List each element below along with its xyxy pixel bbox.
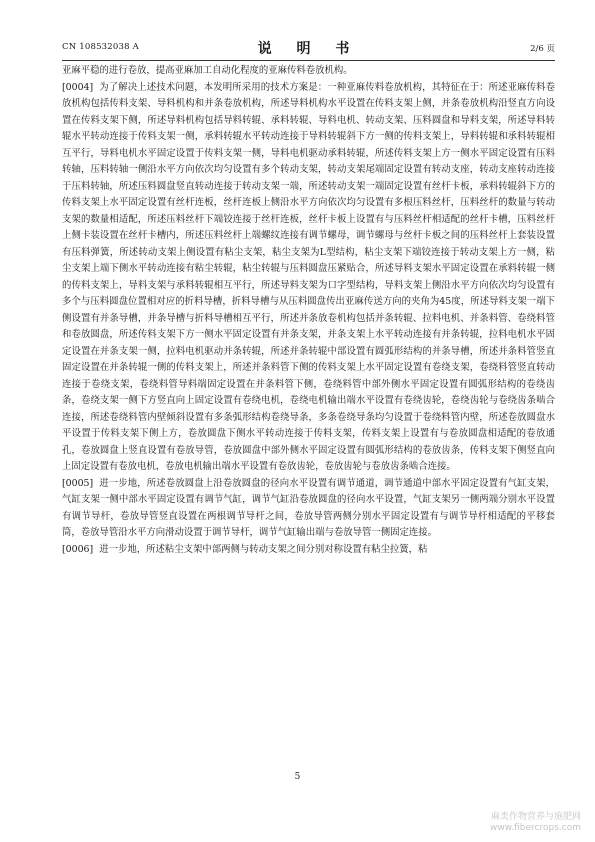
paragraph-0004 xyxy=(62,80,555,476)
patent-number: CN 108532038 A xyxy=(62,42,139,52)
paragraph-0003-continuation xyxy=(62,63,555,80)
watermark-name: 麻类作物营养与施肥网 xyxy=(490,812,581,822)
paragraph-number: [0006] xyxy=(62,543,94,555)
page-number: 5 xyxy=(294,772,301,782)
document-title: 说 明 书 xyxy=(257,41,360,57)
paragraph-text: 进一步地，所述卷放圆盘上沿卷放圆盘的径向水平设置有调节通道，调节通道中部水平固定设置有气缸支架，气缸支架一侧中部水平固定设置有调节气缸，调节气缸沿卷放圆盘的径向水平设置，气缸支架另一侧两端分别水平设置有调节导杆，卷放导管竖直设置在两根调节导杆之间，卷放导管两侧分别水平固定设置有与调节导杆相适配的平移套筒，卷放导管沿水平方向滑动设置于调节导杆，调节气缸输出端与卷放导管一侧固定连接。 xyxy=(62,477,555,538)
watermark-url: www.fibercrops.com xyxy=(490,823,581,833)
paragraph-number: [0005] xyxy=(62,477,94,489)
paragraph-number: [0004] xyxy=(62,81,94,93)
description-body xyxy=(62,63,555,558)
paragraph-text: 亚麻平稳的进行卷放，提高亚麻加工自动化程度的亚麻传料卷放机构。 xyxy=(62,65,353,76)
header-rule xyxy=(62,60,555,61)
paragraph-text: 为了解决上述技术问题，本发明所采用的技术方案是：一种亚麻传料卷放机构，其特征在于：所述亚麻传料卷放机构包括传料支架、导料机构和并条卷放机构，所述导料机构水平设置在传料支架上侧，并条卷放机构沿竖直方向设置在传料支架下侧，所述导料机构包括导料转辊、承料转辊、导料电机、转动支架、压料圆盘和导料支架，所述导料转辊水平转动连接于传料支架一侧，承料转辊水平转动连接于导料转辊斜下方一侧的传料支架上，导料转辊和承料转辊相互平行，导料电机水平固定设置于传料支架一侧，导料电机驱动承料转辊，所述传料支架上方一侧水平固定设置有压料转轴，压料转轴一侧沿水平方向依次均匀设置有多个转动支架，转动支架尾端固定设置有转动支座，转动支座转动连接于压料转轴，所述压料圆盘竖直转动连接于转动支架一端，所述转动支架一端固定设置有丝杆卡板，承料转辊斜下方的传料支架上水平固定设置有丝杆连板，丝杆连板上侧沿水平方向依次均匀设置有多根压料丝杆，压料丝杆的数量与转动支架的数量相适配，所述压料丝杆下端铰连接于丝杆连板，丝杆卡板上设置有与压料丝杆相适配的丝杆卡槽，压料丝杆上侧卡装设置在丝杆卡槽内，所述压料丝杆上端螺纹连接有调节螺母，调节螺母与丝杆卡板之间的压料丝杆上套装设置有压料弹簧，所述转动支架上侧设置有粘尘支架，粘尘支架为L型结构，粘尘支架下端铰连接于转动支架上方一侧，粘尘支架上端下侧水平转动连接有粘尘转辊，粘尘转辊与压料圆盘压紧贴合，所述导料支架水平固定设置在承料转辊一侧的传料支架上，导料支架与承料转辊相互平行，所述导料支架为口字型结构，导料支架上侧沿水平方向依次均匀设置有多个与压料圆盘位置相对应的折料导槽，折料导槽与从压料圆盘传出亚麻传送方向的夹角为45度，所述导料支架一端下侧设置有并条导槽，并条导槽与折料导槽相互平行，所述并条放卷机构包括并条转辊、拉料电机、并条料管、卷绕料管和卷放圆盘，所述传料支架下方一侧水平固定设置有并条支架，并条支架上水平转动连接有并条转辊，拉料电机水平固定设置在并条支架一侧，拉料电机驱动并条转辊，所述并条转辊中部设置有圆弧形结构的并条导槽，所述并条料管竖直固定设置在并条转辊一侧的传料支架上，所述并条料管下侧的传料支架上水平固定设置有卷绕支架，卷绕料管竖直转动连接于卷绕支架，卷绕料管导料端固定设置在并条料管下侧，卷绕料管中部外侧水平固定设置有圆弧形结构的卷绕齿条，卷绕支架一侧下方竖直向上固定设置有卷绕电机，卷绕电机输出端水平设置有卷绕齿轮，卷绕齿轮与卷绕齿条啮合连接，所述卷绕料管内壁倾斜设置有多条弧形结构卷绕导条，多条卷绕导条均匀设置于卷绕料管内壁，所述卷放圆盘水平设置于传料支架下侧上方，卷放圆盘下侧水平转动连接于传料支架，传料支架上设置有与卷放圆盘相适配的卷放通孔，卷放圆盘上竖直设置有卷放导管，卷放圆盘中部外侧水平固定设置有圆弧形结构的卷放齿条，传料支架下侧竖直向上固定设置有卷放电机，卷放电机输出端水平设置有卷放齿轮，卷放齿轮与卷放齿条啮合连接。 xyxy=(62,81,555,472)
paragraph-0006 xyxy=(62,542,555,559)
paragraph-text: 进一步地，所述粘尘支架中部两侧与转动支架之间分别对称设置有粘尘拉簧，粘 xyxy=(99,543,428,555)
paragraph-0005 xyxy=(62,476,555,542)
watermark xyxy=(490,812,581,834)
page-fraction: 2/6 页 xyxy=(530,44,555,54)
page-header xyxy=(62,38,555,58)
